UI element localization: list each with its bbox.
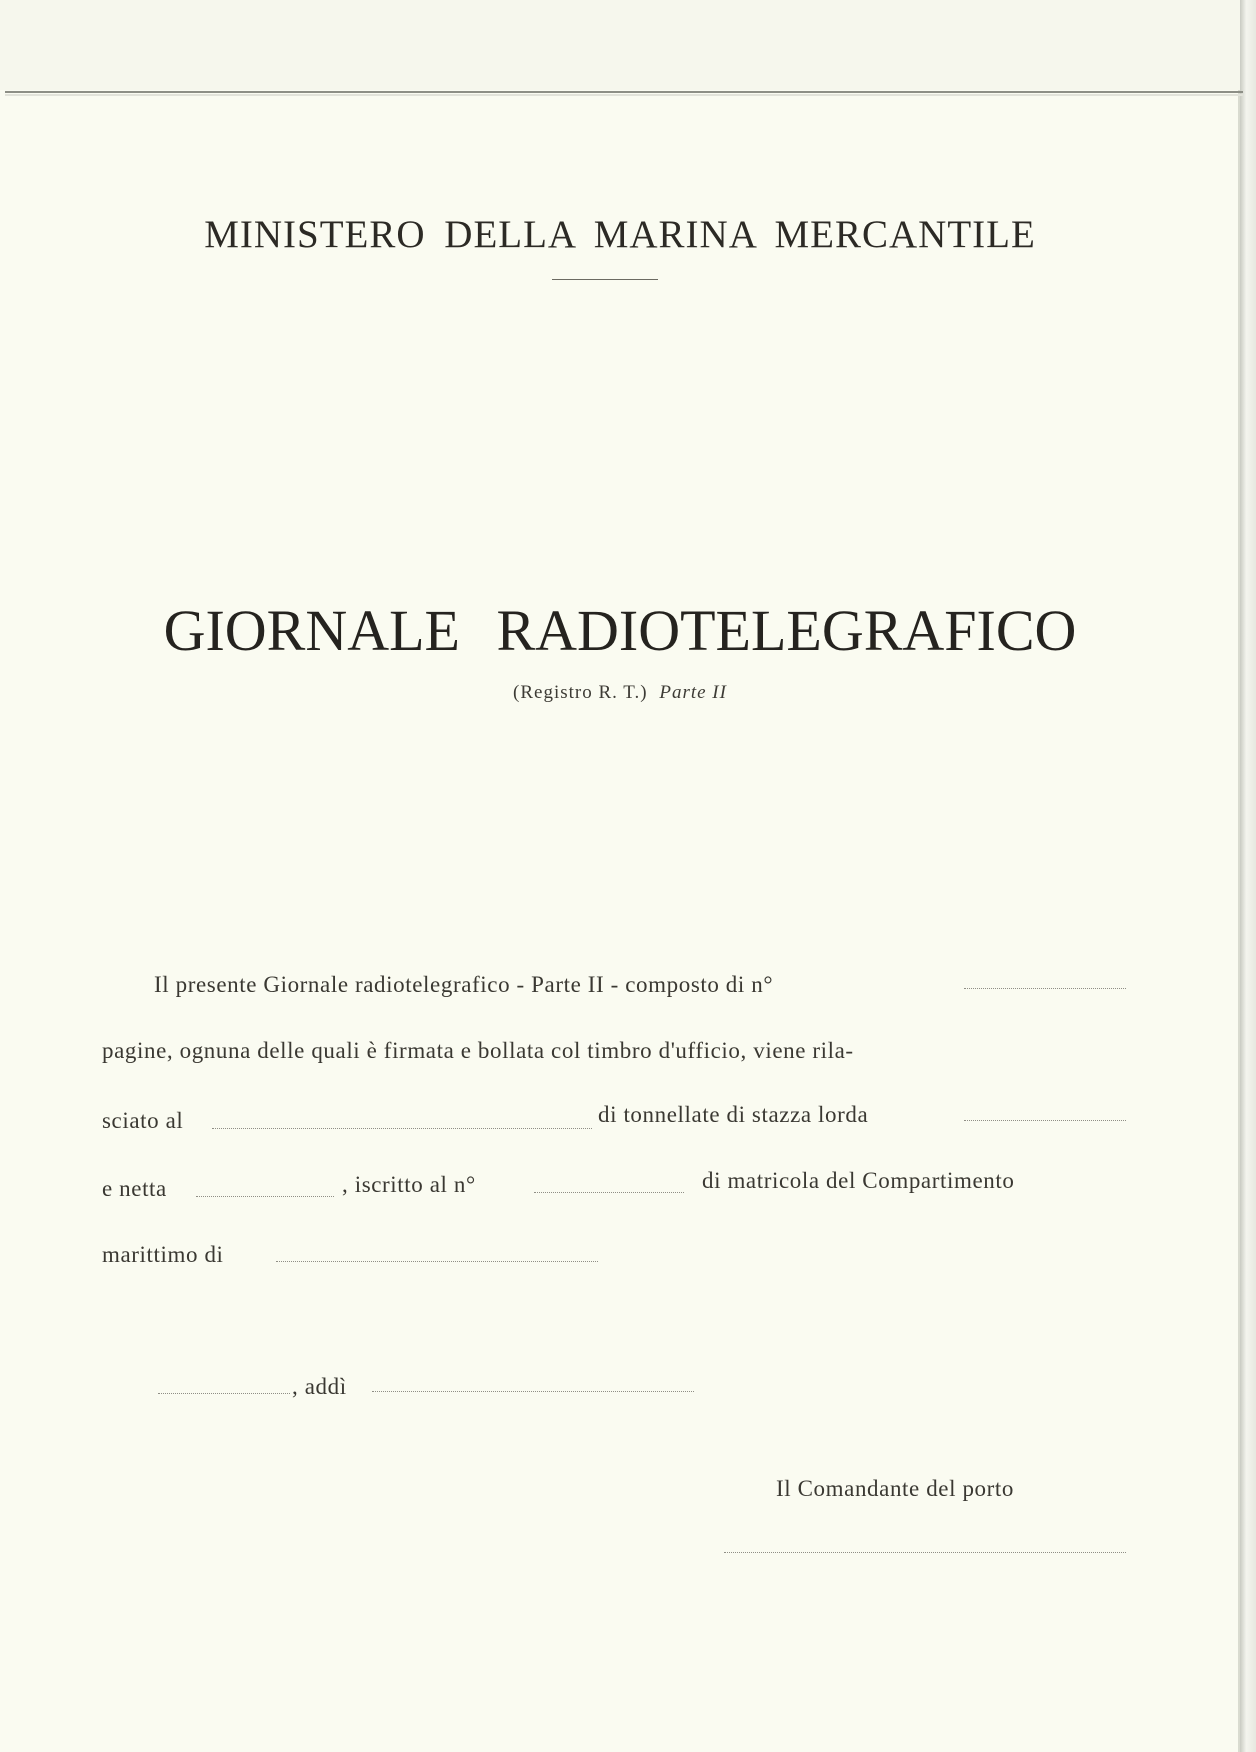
body-line-4-end: di matricola del Compartimento xyxy=(702,1168,1015,1193)
ship-name-field[interactable] xyxy=(212,1128,592,1129)
place-field[interactable] xyxy=(158,1393,290,1394)
heading-rule xyxy=(552,279,658,280)
body-line-1: Il presente Giornale radiotelegrafico - Parte II - composto di n° xyxy=(154,972,774,997)
register-label: (Registro R. T.) xyxy=(513,682,648,703)
document-subtitle xyxy=(0,682,1240,704)
body-line-3-start: sciato al xyxy=(102,1108,184,1133)
date-separator: , addì xyxy=(292,1374,347,1399)
ministry-heading: MINISTERO DELLA MARINA MERCANTILE xyxy=(204,213,1036,256)
body-line-5: marittimo di xyxy=(102,1242,224,1267)
signature-field[interactable] xyxy=(724,1552,1126,1553)
tear-off-strip xyxy=(0,0,1240,90)
pages-count-field[interactable] xyxy=(964,988,1126,989)
registration-number-field[interactable] xyxy=(534,1192,684,1193)
gross-tonnage-field[interactable] xyxy=(964,1120,1126,1121)
page-edge xyxy=(1240,0,1256,1752)
document-title: GIORNALE RADIOTELEGRAFICO xyxy=(163,598,1077,663)
body-line-4-start: e netta xyxy=(102,1176,167,1201)
perforation-line xyxy=(5,91,1243,93)
part-label: Parte II xyxy=(659,682,727,703)
net-tonnage-field[interactable] xyxy=(196,1196,334,1197)
maritime-district-field[interactable] xyxy=(276,1261,598,1262)
body-line-4-mid: , iscritto al n° xyxy=(342,1172,476,1197)
perforation-shadow xyxy=(5,94,1243,96)
signatory-label: Il Comandante del porto xyxy=(776,1476,1014,1501)
body-line-3-end: di tonnellate di stazza lorda xyxy=(598,1102,869,1127)
body-line-2: pagine, ognuna delle quali è firmata e bollata col timbro d'ufficio, viene rila- xyxy=(102,1038,854,1063)
date-field[interactable] xyxy=(372,1391,694,1392)
